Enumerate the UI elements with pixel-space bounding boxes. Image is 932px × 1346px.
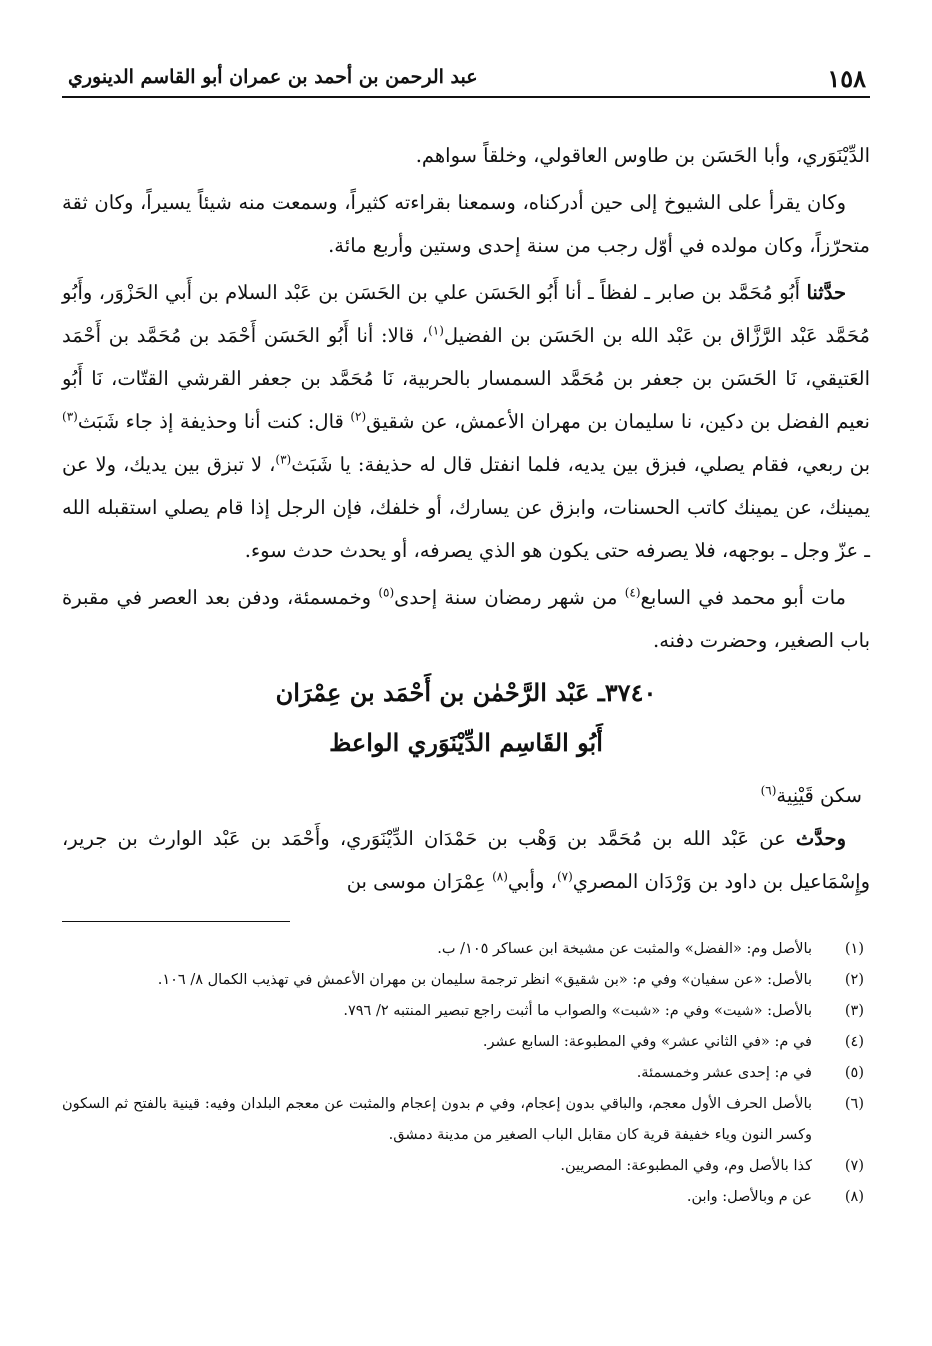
paragraph-text: عن عَبْد الله بن مُحَمَّد بن وَهْب بن حَمْدَان الدِّيْنَوَري، وأَحْمَد بن عَبْد الوارث بن جرير، وإِسْمَاعيل بن داود بن وَرْدَان المصري (62, 827, 870, 893)
entry-heading (62, 668, 870, 768)
paragraph (62, 576, 870, 662)
hadith-paragraph (62, 271, 870, 572)
footnote-text: كذا بالأصل وم، وفي المطبوعة: المصريين. (560, 1158, 812, 1174)
footnote (62, 1089, 870, 1151)
footnote-text: بالأصل وم: «الفضل» والمثبت عن مشيخة ابن عساكر ١٠٥/ ب. (437, 941, 812, 957)
paragraph-text: وكان يقرأ على الشيوخ إلى حين أدركناه، وسمعنا بقراءته كثيراً، وسمعت منه شيئاً يسيراً، وكان ثقة متحرّزاً، وكان مولده في أوّل رجب من سنة إحدى وستين وأربع مائة. (62, 191, 870, 257)
entry-heading-line: أَبُو القَاسِم الدِّيْنَوَري الواعظ (329, 728, 603, 757)
footnote (62, 1058, 870, 1089)
page-number: ١٥٨ (827, 64, 866, 93)
footnote-ref[interactable]: (٨) (492, 869, 508, 884)
paragraph-text: وخمسمئة، ودفن بعد العصر في مقبرة باب الصغير، وحضرت دفنه. (62, 586, 870, 652)
running-title: عبد الرحمن بن أحمد بن عمران أبو القاسم الدينوري (68, 66, 478, 88)
residence-text: سكن قَيْنِية (776, 784, 862, 807)
footnote-ref[interactable]: (٥) (378, 585, 395, 600)
footnote (62, 965, 870, 996)
footnote-text: بالأصل: «شيت» وفي م: «شبت» والصواب ما أثبت راجع تبصير المنتبه ٢/ ٧٩٦. (343, 1003, 812, 1019)
footnote (62, 1027, 870, 1058)
paragraph (62, 181, 870, 267)
paragraph-text: من شهر رمضان سنة إحدى (394, 586, 625, 609)
page-header (62, 60, 870, 98)
paragraph (62, 134, 870, 177)
footnote-number: (٢) (844, 972, 864, 988)
footnote-ref[interactable]: (٣) (62, 409, 78, 424)
footnote-ref[interactable]: (٢) (350, 409, 367, 424)
footnote-number: (٧) (844, 1158, 864, 1174)
entry-heading-line: ٣٧٤٠ـ عَبْد الرَّحْمٰن بن أَحْمَد بن عِمْرَان (275, 678, 657, 707)
footnote (62, 1151, 870, 1182)
entry-lead: وحدَّث (795, 827, 846, 850)
footnote-number: (١) (844, 941, 864, 957)
footnote-text: بالأصل الحرف الأول معجم، والباقي بدون إعجام، وفي م بدون إعجام والمثبت عن معجم البلدان وفيه: قينية بالفتح ثم السكون وكسر النون وياء خفيفة قرية كان مقابل الباب الصغير من مدينة دمشق. (62, 1096, 812, 1143)
hadith-lead: حدَّثنا (806, 281, 847, 304)
footnote-number: (٣) (844, 1003, 864, 1019)
footnote (62, 934, 870, 965)
footnote-ref[interactable]: (٤) (624, 585, 641, 600)
paragraph-text: قال: كنت أنا وحذيفة إذ جاء شَبَث (77, 410, 351, 433)
footnote-ref[interactable]: (٧) (556, 869, 573, 884)
residence-line (62, 774, 870, 817)
footnote-ref[interactable]: (١) (428, 323, 444, 338)
footnote-text: في م: إحدى عشر وخمسمئة. (636, 1065, 812, 1081)
paragraph-text: الدِّيْنَوَري، وأبا الحَسَن بن طاوس العاقولي، وخلقاً سواهم. (415, 144, 870, 167)
footnote-number: (٥) (844, 1065, 864, 1081)
paragraph-text: ، لا تبزق بين يديك، ولا عن يمينك، عن يمينك كاتب الحسنات، وابزق عن يسارك، أو خلفك، فإن الرجل إذا قام يصلي استقبله الله ـ عزّ وجل ـ بوجهه، فلا يصرفه حتى يكون هو الذي يصرفه، أو يحدث حدث سوء. (62, 453, 870, 562)
footnote (62, 1182, 870, 1213)
paragraph-text: أَبُو مُحَمَّد بن صابر ـ لفظاً ـ أنا أَبُو الحَسَن علي بن الحَسَن بن عَبْد السلام بن أَبي الحَزْوَر، وأَبُو مُحَمَّد عَبْد الرَّزَّاق بن عَبْد الله بن الحَسَن بن الفضيل (62, 281, 870, 347)
footnote-ref[interactable]: (٣) (275, 452, 292, 467)
paragraph-text: مات أبو محمد في السابع (640, 586, 846, 609)
entry-paragraph (62, 817, 870, 903)
main-text (62, 134, 870, 903)
footnote-text: في م: «في الثاني عشر» وفي المطبوعة: السابع عشر. (482, 1034, 812, 1050)
footnote-number: (٨) (844, 1189, 864, 1205)
paragraph-text: بن ربعي، فقام يصلي، فبزق بين يديه، فلما انفتل قال له حذيفة: يا شَبَث (291, 453, 871, 476)
footnote-number: (٤) (844, 1034, 864, 1050)
footnote (62, 996, 870, 1027)
footnotes (62, 934, 870, 1213)
paragraph-text: ، وأبي (507, 870, 557, 893)
footnote-text: بالأصل: «عن سفيان» وفي م: «بن شقيق» انظر ترجمة سليمان بن مهران الأعمش في تهذيب الكمال ٨/ ١٠٦. (157, 972, 812, 988)
paragraph-text: عِمْرَان موسى بن (346, 870, 493, 893)
footnote-separator (62, 921, 290, 922)
book-page (62, 60, 870, 1326)
footnote-text: عن م وبالأصل: وابن. (686, 1189, 812, 1205)
paragraph-text: ، قالا: أنا أَبُو الحَسَن أَحْمَد بن مُحَمَّد بن أَحْمَد العَتيقي، نَا الحَسَن بن جعفر بن مُحَمَّد السمسار بالحربية، نَا مُحَمَّد بن جعفر القرشي القتّات، نَا أَبُو نعيم الفضل بن دكين، نا سليمان بن مهران الأعمش، عن شقيق (62, 324, 870, 433)
footnote-number: (٦) (844, 1096, 864, 1112)
footnote-ref[interactable]: (٦) (760, 783, 777, 798)
